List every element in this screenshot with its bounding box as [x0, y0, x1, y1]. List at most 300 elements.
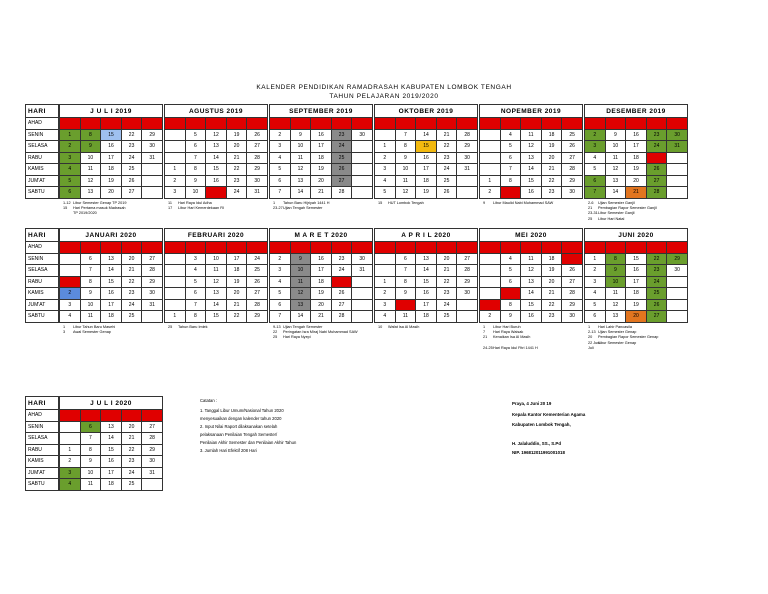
day-cell: 11 — [395, 311, 416, 323]
day-cell: 14 — [206, 299, 227, 311]
day-cell: 25 — [331, 152, 352, 164]
day-cell — [142, 187, 163, 199]
month-notes — [168, 201, 224, 211]
day-cell: 8 — [500, 175, 521, 187]
note-date: 25 — [588, 216, 593, 221]
day-cell: 30 — [562, 311, 583, 323]
catatan-heading: Catatan : — [200, 398, 217, 403]
day-cell: 11 — [605, 152, 626, 164]
day-cell: 4 — [585, 152, 606, 164]
note-date: 2-6 — [588, 201, 594, 205]
note-date: 17 — [168, 206, 173, 211]
day-cell: 8 — [500, 299, 521, 311]
day-cell — [352, 175, 373, 187]
day-cell — [60, 253, 81, 265]
month-title: MEI 2020 — [480, 229, 583, 242]
day-cell: 27 — [247, 288, 268, 300]
note-line — [588, 217, 657, 222]
month-block — [269, 228, 373, 323]
day-cell: 4 — [60, 311, 81, 323]
day-name-4: KAMIS — [26, 288, 59, 300]
day-cell: 27 — [562, 152, 583, 164]
day-cell: 15 — [626, 253, 647, 265]
month-title: JUNI 2020 — [585, 229, 688, 242]
day-cell: 16 — [416, 152, 437, 164]
day-cell: 22 — [331, 242, 352, 254]
day-cell — [206, 118, 227, 130]
day-cell: 1 — [60, 276, 81, 288]
day-cell — [457, 187, 478, 199]
note-date: 3 — [63, 330, 66, 335]
day-cell: 24 — [331, 265, 352, 277]
day-cell: 21 — [226, 152, 247, 164]
day-cell: 19 — [226, 276, 247, 288]
day-cell: 25 — [121, 479, 142, 491]
day-cell: 2 — [480, 187, 501, 199]
day-cell — [480, 276, 501, 288]
day-cell: 6 — [500, 152, 521, 164]
day-cell — [165, 276, 186, 288]
day-cell: 2 — [270, 253, 291, 265]
day-cell: 16 — [226, 242, 247, 254]
signature-name: H. Jalaluddin, SS., S.Pd — [512, 441, 562, 446]
day-cell: 4 — [375, 175, 396, 187]
day-cell: 11 — [395, 175, 416, 187]
day-cell — [101, 118, 122, 130]
note-line — [168, 206, 224, 211]
day-cell: 24 — [436, 164, 457, 176]
day-cell: 20 — [121, 253, 142, 265]
day-cell: 9 — [290, 129, 311, 141]
day-cell — [142, 311, 163, 323]
day-cell: 7 — [500, 164, 521, 176]
day-cell — [667, 311, 688, 323]
day-cell: 25 — [646, 152, 667, 164]
day-cell: 30 — [142, 288, 163, 300]
note-line — [63, 330, 115, 335]
day-cell: 29 — [142, 276, 163, 288]
hari-header: HARI — [26, 397, 59, 410]
day-cell: 5 — [270, 164, 291, 176]
day-cell: 2 — [375, 288, 396, 300]
day-cell — [165, 253, 186, 265]
month-block — [59, 396, 163, 491]
day-cell — [142, 164, 163, 176]
day-cell: 8 — [80, 444, 101, 456]
day-cell: 6 — [185, 288, 206, 300]
day-cell: 14 — [521, 164, 542, 176]
month-title: J U L I 2020 — [60, 397, 163, 410]
day-cell: 18 — [226, 265, 247, 277]
note-text: Libur Tahun Baru Masehi — [73, 325, 116, 329]
day-name-5: JUM'AT — [26, 299, 59, 311]
day-cell: 17 — [206, 187, 227, 199]
day-cell: 8 — [395, 141, 416, 153]
day-cell: 28 — [331, 187, 352, 199]
day-cell: 15 — [101, 129, 122, 141]
day-cell: 8 — [80, 276, 101, 288]
day-name-1: SENIN — [26, 421, 59, 433]
day-cell — [375, 265, 396, 277]
note-date: 25 — [168, 325, 173, 329]
day-cell: 13 — [521, 152, 542, 164]
day-cell — [352, 299, 373, 311]
day-cell — [165, 265, 186, 277]
day-cell: 27 — [457, 253, 478, 265]
day-cell: 6 — [585, 175, 606, 187]
day-cell: 30 — [352, 253, 373, 265]
day-cell — [142, 242, 163, 254]
note-date: 23-27 — [273, 206, 283, 211]
day-cell — [667, 299, 688, 311]
day-cell: 11 — [80, 164, 101, 176]
day-cell: 2 — [375, 152, 396, 164]
day-cell: 31 — [142, 299, 163, 311]
day-cell: 7 — [395, 129, 416, 141]
day-cell: 9 — [290, 253, 311, 265]
day-name-4: KAMIS — [26, 456, 59, 468]
day-cell: 23 — [436, 288, 457, 300]
day-cell: 31 — [142, 467, 163, 479]
day-cell: 2 — [585, 265, 606, 277]
day-cell: 30 — [352, 129, 373, 141]
day-cell: 3 — [165, 187, 186, 199]
day-cell: 9 — [395, 288, 416, 300]
note-text: Awal Semester Genap — [73, 330, 111, 335]
day-cell: 11 — [521, 253, 542, 265]
day-cell: 15 — [521, 299, 542, 311]
day-cell — [541, 118, 562, 130]
catatan-block — [200, 398, 296, 454]
day-cell — [352, 288, 373, 300]
month-title: FEBRUARI 2020 — [165, 229, 268, 242]
day-cell — [165, 242, 186, 254]
day-cell: 19 — [436, 242, 457, 254]
day-cell: 23 — [541, 311, 562, 323]
day-cell: 29 — [667, 253, 688, 265]
month-notes — [63, 325, 115, 335]
day-cell: 17 — [541, 242, 562, 254]
day-cell: 16 — [416, 288, 437, 300]
day-cell: 12 — [80, 175, 101, 187]
day-cell: 9 — [80, 288, 101, 300]
day-cell: 20 — [436, 253, 457, 265]
day-cell — [352, 118, 373, 130]
day-cell: 15 — [206, 164, 227, 176]
day-cell: 17 — [626, 141, 647, 153]
day-cell: 28 — [562, 288, 583, 300]
note-text: Tahun Baru Hijriyah 1441 H — [283, 201, 330, 205]
month-block — [584, 104, 688, 199]
day-cell: 1 — [480, 299, 501, 311]
note-text: Hari Lahir Pancasila — [598, 325, 632, 329]
day-cell: 22 — [121, 276, 142, 288]
day-cell: 22 — [436, 141, 457, 153]
month-notes — [588, 201, 657, 222]
day-cell: 25 — [646, 288, 667, 300]
day-cell: 29 — [562, 175, 583, 187]
note-text: Libur Hari Natal — [598, 216, 625, 221]
day-cell: 6 — [270, 299, 291, 311]
day-cell: 21 — [541, 164, 562, 176]
day-cell: 30 — [667, 129, 688, 141]
note-date: 1 — [273, 201, 276, 205]
month-block — [164, 104, 268, 199]
day-cell: 13 — [605, 175, 626, 187]
catatan-line: 1. Tanggal Libur Umum/Nasional Tahun 2020 — [200, 408, 284, 413]
day-cell: 1 — [60, 129, 81, 141]
day-cell: 25 — [121, 164, 142, 176]
catatan-line: 2. Input Nilai Raport dilaksanakan setelah — [200, 424, 278, 429]
day-cell: 10 — [395, 299, 416, 311]
day-cell: 4 — [60, 164, 81, 176]
day-cell: 25 — [331, 276, 352, 288]
day-cell: 31 — [142, 152, 163, 164]
day-cell: 21 — [626, 187, 647, 199]
day-cell: 29 — [667, 118, 688, 130]
day-cell: 18 — [626, 288, 647, 300]
day-cell: 2 — [165, 175, 186, 187]
day-cell: 18 — [101, 311, 122, 323]
day-cell: 6 — [500, 276, 521, 288]
day-cell: 21 — [121, 433, 142, 445]
day-cell: 28 — [562, 164, 583, 176]
day-cell: 1 — [585, 253, 606, 265]
day-cell: 15 — [101, 444, 122, 456]
day-cell: 30 — [142, 141, 163, 153]
day-cell: 10 — [185, 187, 206, 199]
day-cell: 5 — [270, 288, 291, 300]
day-cell: 4 — [585, 288, 606, 300]
day-cell: 28 — [331, 311, 352, 323]
day-cell: 2 — [60, 288, 81, 300]
day-name-2: SELASA — [26, 265, 59, 277]
day-cell: 4 — [500, 129, 521, 141]
day-cell — [142, 479, 163, 491]
day-cell: 23 — [541, 187, 562, 199]
catatan-line: menyesuaikan dengan kalender tahun 2020 — [200, 416, 282, 421]
day-label-column — [25, 396, 59, 491]
day-cell — [457, 175, 478, 187]
day-cell: 16 — [101, 141, 122, 153]
day-cell: 3 — [500, 242, 521, 254]
day-cell — [562, 118, 583, 130]
day-cell: 18 — [101, 479, 122, 491]
note-text: Kenaikan Isa Al Masih — [493, 335, 531, 340]
day-cell: 26 — [646, 164, 667, 176]
note-date: 7 — [483, 330, 486, 335]
page-subtitle: TAHUN PELAJARAN 2019/2020 — [329, 93, 439, 100]
day-cell: 7 — [585, 187, 606, 199]
day-cell: 25 — [562, 253, 583, 265]
day-cell — [290, 118, 311, 130]
day-cell: 10 — [290, 265, 311, 277]
day-cell: 15 — [416, 276, 437, 288]
day-cell: 1 — [270, 242, 291, 254]
note-date: 22 — [273, 330, 278, 335]
day-cell: 20 — [226, 288, 247, 300]
day-cell — [60, 242, 81, 254]
day-name-6: SABTU — [26, 311, 59, 323]
day-cell: 1 — [165, 311, 186, 323]
day-cell: 15 — [416, 141, 437, 153]
day-cell: 12 — [206, 276, 227, 288]
day-cell: 24 — [562, 242, 583, 254]
day-cell: 10 — [80, 467, 101, 479]
day-cell: 25 — [436, 175, 457, 187]
day-cell: 10 — [290, 141, 311, 153]
note-line — [483, 346, 538, 351]
day-cell: 10 — [521, 242, 542, 254]
day-cell: 13 — [80, 187, 101, 199]
note-text: Wafat Isa Al Masih — [388, 325, 420, 329]
day-cell: 27 — [331, 299, 352, 311]
note-line — [273, 335, 358, 340]
day-cell: 30 — [457, 288, 478, 300]
note-text: Ujian Semester Genap — [598, 330, 637, 335]
day-cell — [667, 152, 688, 164]
day-cell: 5 — [395, 242, 416, 254]
day-cell: 30 — [667, 265, 688, 277]
day-cell: 1 — [585, 118, 606, 130]
day-cell: 20 — [121, 421, 142, 433]
day-cell — [375, 129, 396, 141]
day-cell — [142, 175, 163, 187]
day-cell: 26 — [457, 242, 478, 254]
day-name-3: RABU — [26, 152, 59, 164]
day-name-2: SELASA — [26, 433, 59, 445]
day-cell: 4 — [500, 253, 521, 265]
day-cell: 29 — [247, 311, 268, 323]
day-cell: 26 — [247, 129, 268, 141]
day-cell: 6 — [395, 253, 416, 265]
day-cell — [480, 141, 501, 153]
day-cell: 26 — [562, 265, 583, 277]
day-cell: 7 — [270, 187, 291, 199]
day-cell: 16 — [206, 175, 227, 187]
day-name-1: SENIN — [26, 253, 59, 265]
day-cell — [101, 242, 122, 254]
day-cell: 6 — [80, 253, 101, 265]
month-title: DESEMBER 2019 — [585, 105, 688, 118]
day-cell: 10 — [80, 299, 101, 311]
day-cell — [375, 118, 396, 130]
day-cell: 13 — [605, 311, 626, 323]
day-cell: 28 — [142, 433, 163, 445]
day-cell: 10 — [605, 141, 626, 153]
day-cell: 3 — [585, 276, 606, 288]
day-cell: 31 — [457, 164, 478, 176]
day-cell — [352, 141, 373, 153]
day-cell: 7 — [80, 433, 101, 445]
day-cell: 19 — [101, 175, 122, 187]
day-cell: 23 — [121, 141, 142, 153]
day-cell — [480, 164, 501, 176]
day-cell: 7 — [605, 242, 626, 254]
note-date: 15 — [63, 206, 68, 211]
day-cell: 10 — [395, 164, 416, 176]
day-cell — [667, 276, 688, 288]
day-cell: 9 — [206, 242, 227, 254]
day-cell: 28 — [142, 265, 163, 277]
day-cell — [667, 187, 688, 199]
note-date: 24-25 — [483, 345, 493, 350]
day-cell: 13 — [206, 288, 227, 300]
day-cell: 1 — [60, 444, 81, 456]
note-text: Hari Raya Idul Fitri 1441 H — [493, 345, 538, 350]
day-cell: 26 — [331, 164, 352, 176]
day-cell: 7 — [80, 265, 101, 277]
day-cell: 27 — [247, 141, 268, 153]
day-cell: 17 — [226, 253, 247, 265]
month-notes — [378, 201, 424, 206]
day-cell — [247, 118, 268, 130]
month-notes — [483, 325, 538, 351]
day-cell: 26 — [331, 288, 352, 300]
note-line — [483, 201, 553, 206]
note-text: Pembagian Rapor Semester Genap — [598, 335, 659, 340]
day-cell: 23 — [247, 242, 268, 254]
day-cell: 4 — [60, 479, 81, 491]
note-date: 25 — [273, 335, 278, 340]
day-cell: 22 — [646, 253, 667, 265]
day-cell: 5 — [185, 129, 206, 141]
day-cell — [165, 299, 186, 311]
day-name-0: AHAD — [26, 118, 59, 130]
day-cell: 20 — [626, 311, 647, 323]
day-label-column — [25, 228, 59, 323]
day-cell: 25 — [436, 311, 457, 323]
day-cell — [480, 242, 501, 254]
day-cell — [185, 118, 206, 130]
day-cell — [226, 118, 247, 130]
day-cell: 13 — [101, 421, 122, 433]
note-text: TP 2019/2020 — [73, 211, 97, 216]
day-cell: 26 — [121, 175, 142, 187]
day-cell: 21 — [121, 265, 142, 277]
day-cell: 28 — [247, 299, 268, 311]
day-cell: 7 — [270, 311, 291, 323]
day-cell — [60, 421, 81, 433]
day-cell: 30 — [457, 152, 478, 164]
day-cell — [585, 242, 606, 254]
note-text: Libur Semester Genap TP 2019 — [73, 201, 127, 205]
day-cell — [436, 118, 457, 130]
day-cell: 2 — [480, 311, 501, 323]
note-text: Hari Raya Idul Adha — [178, 201, 212, 205]
day-cell: 23 — [436, 152, 457, 164]
day-cell: 31 — [247, 187, 268, 199]
day-cell: 29 — [562, 299, 583, 311]
day-cell: 6 — [270, 175, 291, 187]
day-cell: 10 — [206, 253, 227, 265]
day-cell: 16 — [626, 265, 647, 277]
month-title: JANUARI 2020 — [60, 229, 163, 242]
day-cell: 22 — [436, 276, 457, 288]
day-cell: 3 — [270, 141, 291, 153]
day-cell: 14 — [101, 433, 122, 445]
day-cell: 27 — [646, 175, 667, 187]
day-cell: 12 — [395, 187, 416, 199]
page-title: KALENDER PENDIDIKAN RAMADRASAH KABUPATEN LOMBOK TENGAH — [256, 84, 512, 91]
day-cell: 28 — [457, 129, 478, 141]
day-cell: 5 — [80, 410, 101, 422]
day-cell — [352, 187, 373, 199]
day-cell: 3 — [270, 265, 291, 277]
day-cell — [667, 164, 688, 176]
day-cell: 16 — [311, 253, 332, 265]
day-cell: 20 — [311, 175, 332, 187]
